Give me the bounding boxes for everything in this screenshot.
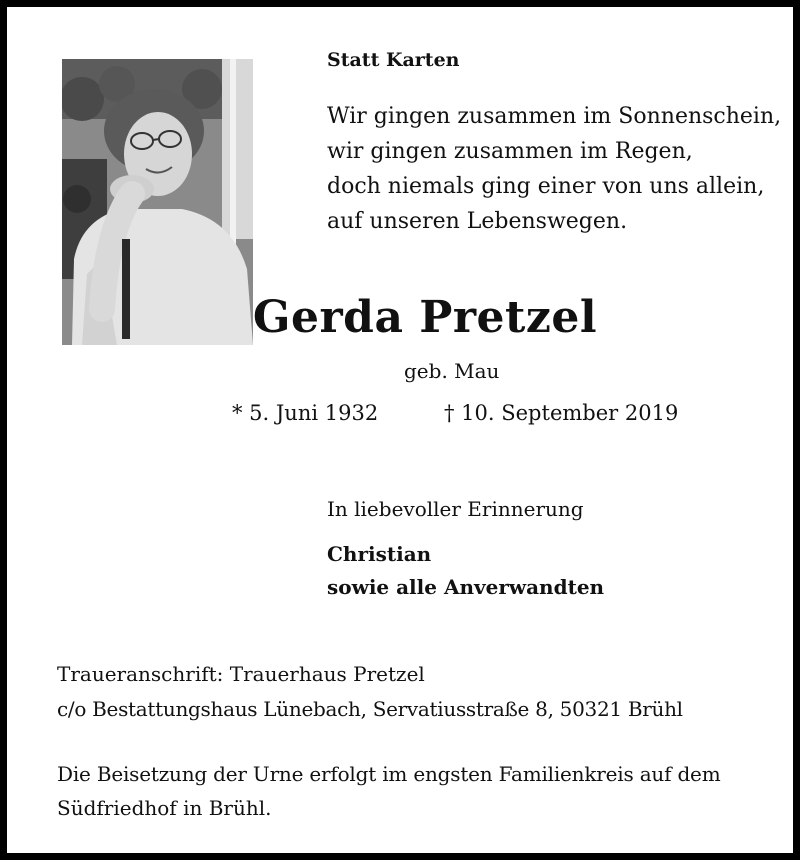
birth-date: * 5. Juni 1932	[232, 401, 379, 425]
burial-line-2: Südfriedhof in Brühl.	[57, 796, 272, 820]
deceased-name: Gerda Pretzel	[252, 292, 598, 343]
verse-line: wir gingen zusammen im Regen,	[327, 139, 693, 164]
mourner-name: Christian	[327, 542, 432, 566]
verse-line: Wir gingen zusammen im Sonnenschein,	[327, 104, 782, 129]
verse-line: auf unseren Lebenswegen.	[327, 209, 628, 234]
mourner-relatives: sowie alle Anverwandten	[327, 575, 605, 599]
burial-line-1: Die Beisetzung der Urne erfolgt im engsten Familienkreis auf dem	[57, 762, 721, 786]
verse	[327, 99, 781, 239]
remembrance-phrase: In liebevoller Erinnerung	[327, 497, 584, 521]
header-label: Statt Karten	[327, 49, 460, 71]
address-line-1: Traueranschrift: Trauerhaus Pretzel	[57, 662, 425, 686]
address-line-2: c/o Bestattungshaus Lünebach, Servatiusstraße 8, 50321 Brühl	[57, 697, 683, 721]
verse-line: doch niemals ging einer von uns allein,	[327, 174, 765, 199]
death-date: † 10. September 2019	[444, 401, 679, 425]
maiden-name: geb. Mau	[404, 359, 500, 383]
